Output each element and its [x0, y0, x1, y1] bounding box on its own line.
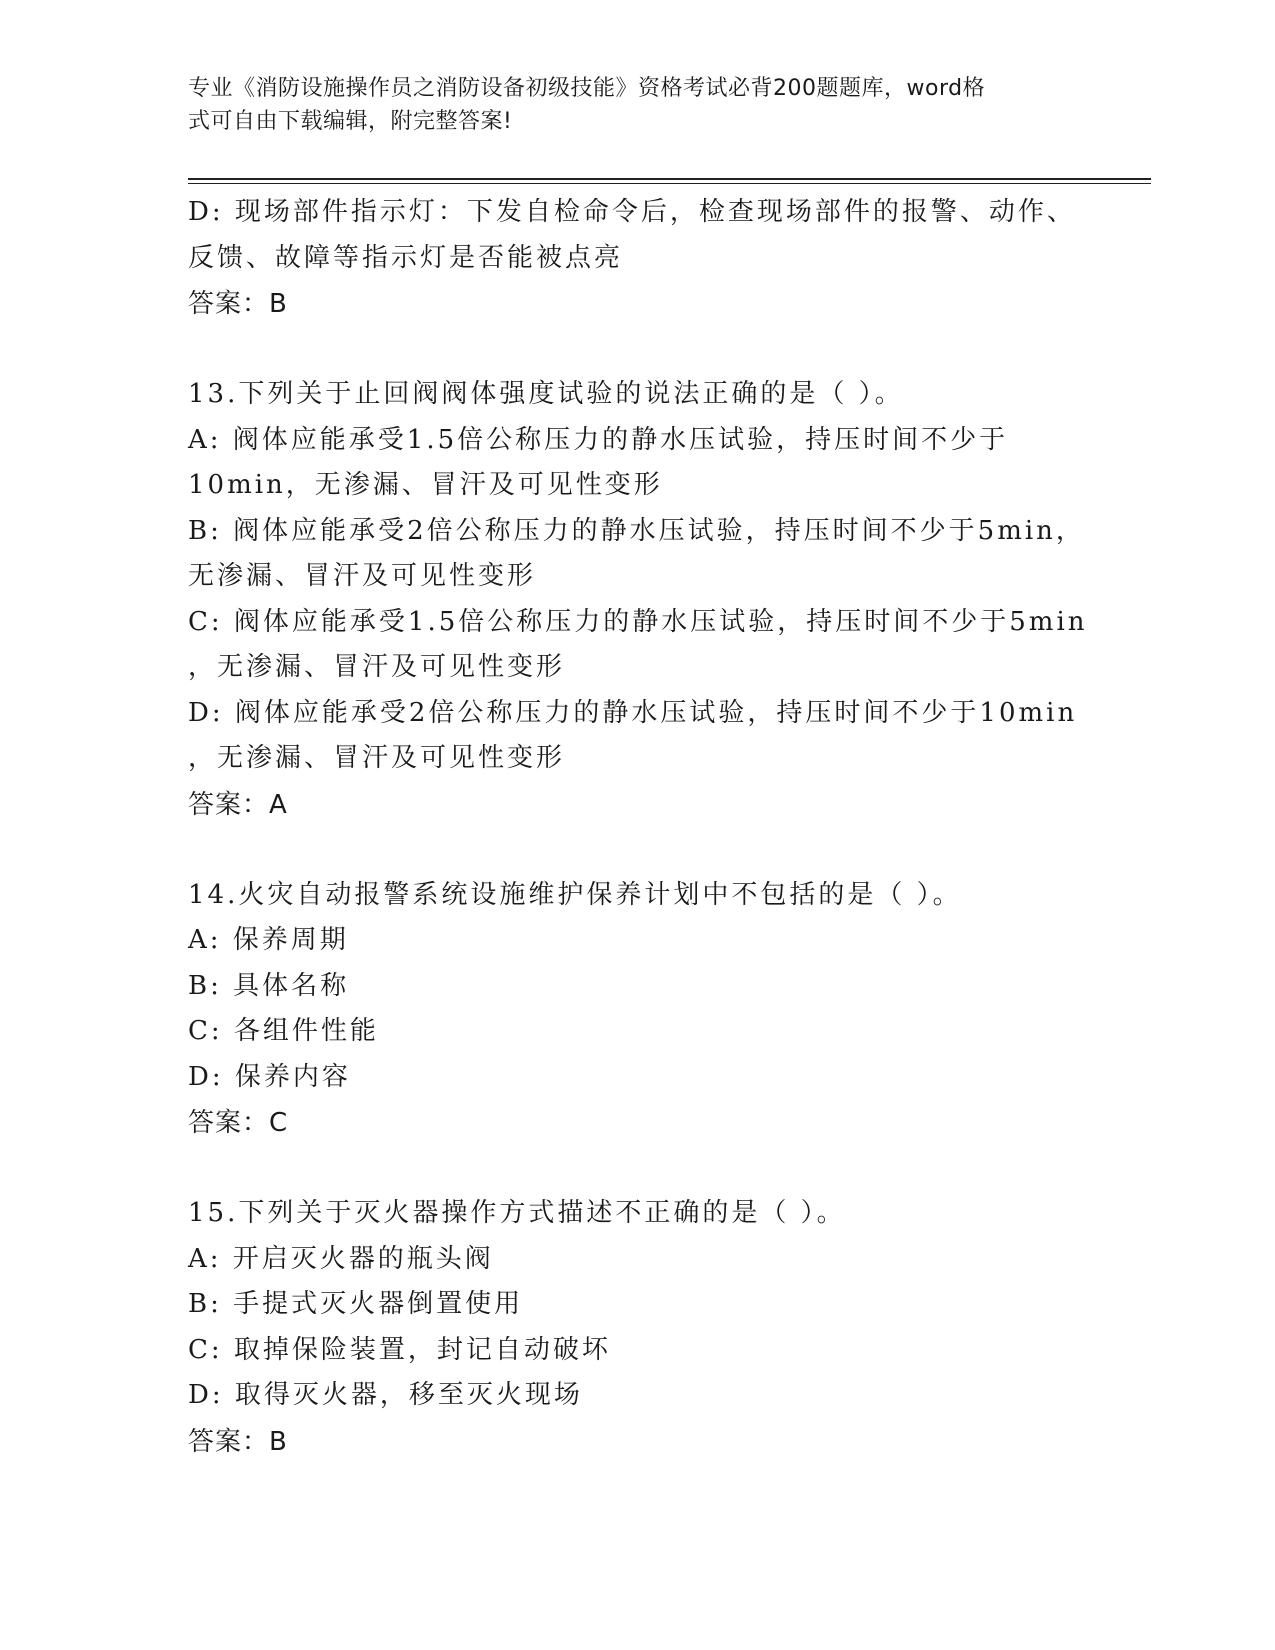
option-b-line-1: B: 阀体应能承受2倍公称压力的静水压试验，持压时间不少于5min，	[188, 515, 1085, 546]
option-c: C: 各组件性能	[188, 1016, 379, 1046]
document-header	[188, 72, 1088, 138]
option-a-line-1: A: 阀体应能承受1.5倍公称压力的静水压试验，持压时间不少于	[188, 424, 1009, 455]
option-b-line-2: 无渗漏、冒汗及可见性变形	[188, 561, 537, 591]
option-b: B: 手提式灭火器倒置使用	[188, 1289, 524, 1319]
question-stem: 13.下列关于止回阀阀体强度试验的说法正确的是（ ）。	[188, 379, 904, 409]
option-d-line-2: 反馈、故障等指示灯是否能被点亮	[188, 242, 624, 273]
answer-line: 答案：A	[188, 789, 288, 820]
option-a: A: 开启灭火器的瓶头阀	[188, 1243, 494, 1274]
question-14	[188, 873, 1088, 1147]
option-d: D: 保养内容	[188, 1061, 351, 1092]
spacer	[188, 327, 1088, 372]
question-13	[188, 372, 1088, 828]
question-15	[188, 1191, 1088, 1465]
header-divider-thin	[188, 183, 1151, 184]
question-12-tail	[188, 190, 1088, 327]
option-a: A: 保养周期	[188, 925, 349, 955]
answer-line: 答案：B	[188, 289, 288, 319]
option-a-line-2: 10min，无渗漏、冒汗及可见性变形	[188, 470, 663, 500]
option-d-line-1: D: 现场部件指示灯：下发自检命令后，检查现场部件的报警、动作、	[188, 197, 1076, 227]
option-c-line-1: C: 阀体应能承受1.5倍公称压力的静水压试验，持压时间不少于5min	[188, 606, 1088, 637]
option-d-line-1: D: 阀体应能承受2倍公称压力的静水压试验，持压时间不少于10min	[188, 697, 1078, 728]
option-d-line-2: ，无渗漏、冒汗及可见性变形	[188, 743, 566, 773]
option-c-line-2: ，无渗漏、冒汗及可见性变形	[188, 652, 566, 682]
spacer	[188, 1146, 1088, 1191]
spacer	[188, 828, 1088, 873]
header-line-1: 专业《消防设施操作员之消防设备初级技能》资格考试必背200题题库，word格	[188, 76, 986, 101]
answer-line: 答案：C	[188, 1108, 289, 1138]
header-line-2: 式可自由下载编辑，附完整答案!	[188, 109, 513, 134]
option-b: B: 具体名称	[188, 970, 350, 1001]
question-stem: 15.下列关于灭火器操作方式描述不正确的是（ ）。	[188, 1198, 846, 1228]
option-d: D: 取得灭火器，移至灭火现场	[188, 1380, 583, 1410]
header-divider-thick	[188, 178, 1151, 180]
option-c: C: 取掉保险装置，封记自动破坏	[188, 1334, 611, 1365]
question-list	[188, 190, 1088, 1465]
answer-line: 答案：B	[188, 1426, 288, 1457]
question-stem: 14.火灾自动报警系统设施维护保养计划中不包括的是（ ）。	[188, 879, 962, 910]
